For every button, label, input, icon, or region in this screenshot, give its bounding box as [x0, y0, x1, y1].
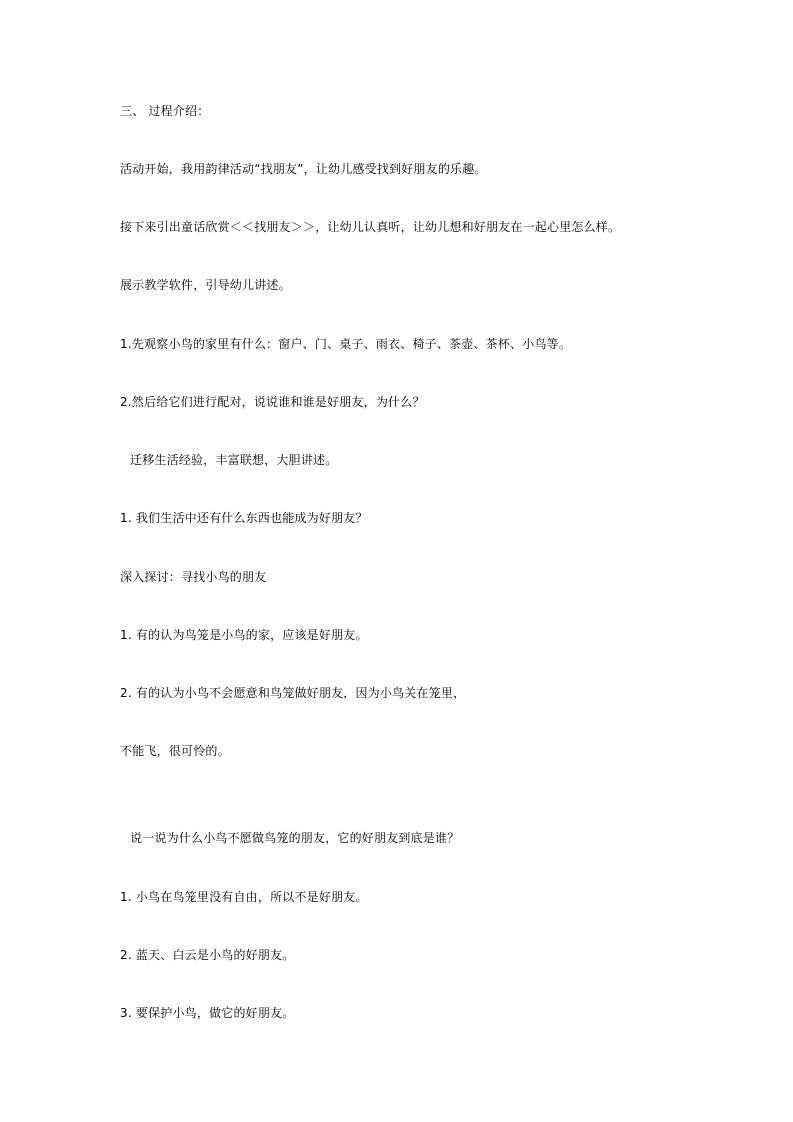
list-item-protect-bird: 3. 要保护小鸟，做它的好朋友。 — [120, 1006, 295, 1020]
paragraph-life-experience: 迁移生活经验，丰富联想，大胆讲述。 — [130, 453, 338, 467]
list-item-sky-clouds: 2. 蓝天、白云是小鸟的好朋友。 — [120, 948, 295, 962]
list-item-pairing: 2.然后给它们进行配对，说说谁和谁是好朋友，为什么？ — [120, 395, 425, 409]
paragraph-software: 展示教学软件，引导幼儿讲述。 — [120, 278, 291, 292]
list-item-cage-home: 1. 有的认为鸟笼是小鸟的家，应该是好朋友。 — [120, 628, 368, 642]
paragraph-activity-start: 活动开始，我用韵律活动“找朋友”，让幼儿感受找到好朋友的乐趣。 — [120, 162, 487, 176]
paragraph-discussion: 说一说为什么小鸟不愿做鸟笼的朋友，它的好朋友到底是谁？ — [130, 831, 460, 845]
paragraph-explore: 深入探讨：寻找小鸟的朋友 — [120, 570, 267, 584]
list-item-life-friends: 1. 我们生活中还有什么东西也能成为好朋友？ — [120, 511, 368, 525]
paragraph-story: 接下来引出童话欣赏＜＜找朋友＞＞，让幼儿认真听，让幼儿想和好朋友在一起心里怎么样。 — [120, 220, 621, 234]
section-heading: 三、 过程介绍： — [120, 104, 210, 118]
list-item-no-freedom: 1. 小鸟在鸟笼里没有自由，所以不是好朋友。 — [120, 890, 368, 904]
list-item-cage-not-friend: 2. 有的认为小鸟不会愿意和鸟笼做好朋友，因为小鸟关在笼里， — [120, 686, 466, 700]
paragraph-cannot-fly: 不能飞，很可怜的。 — [120, 744, 230, 758]
list-item-observe: 1.先观察小鸟的家里有什么：窗户、门、桌子、雨衣、椅子、茶壶、茶杯、小鸟等。 — [120, 337, 572, 351]
